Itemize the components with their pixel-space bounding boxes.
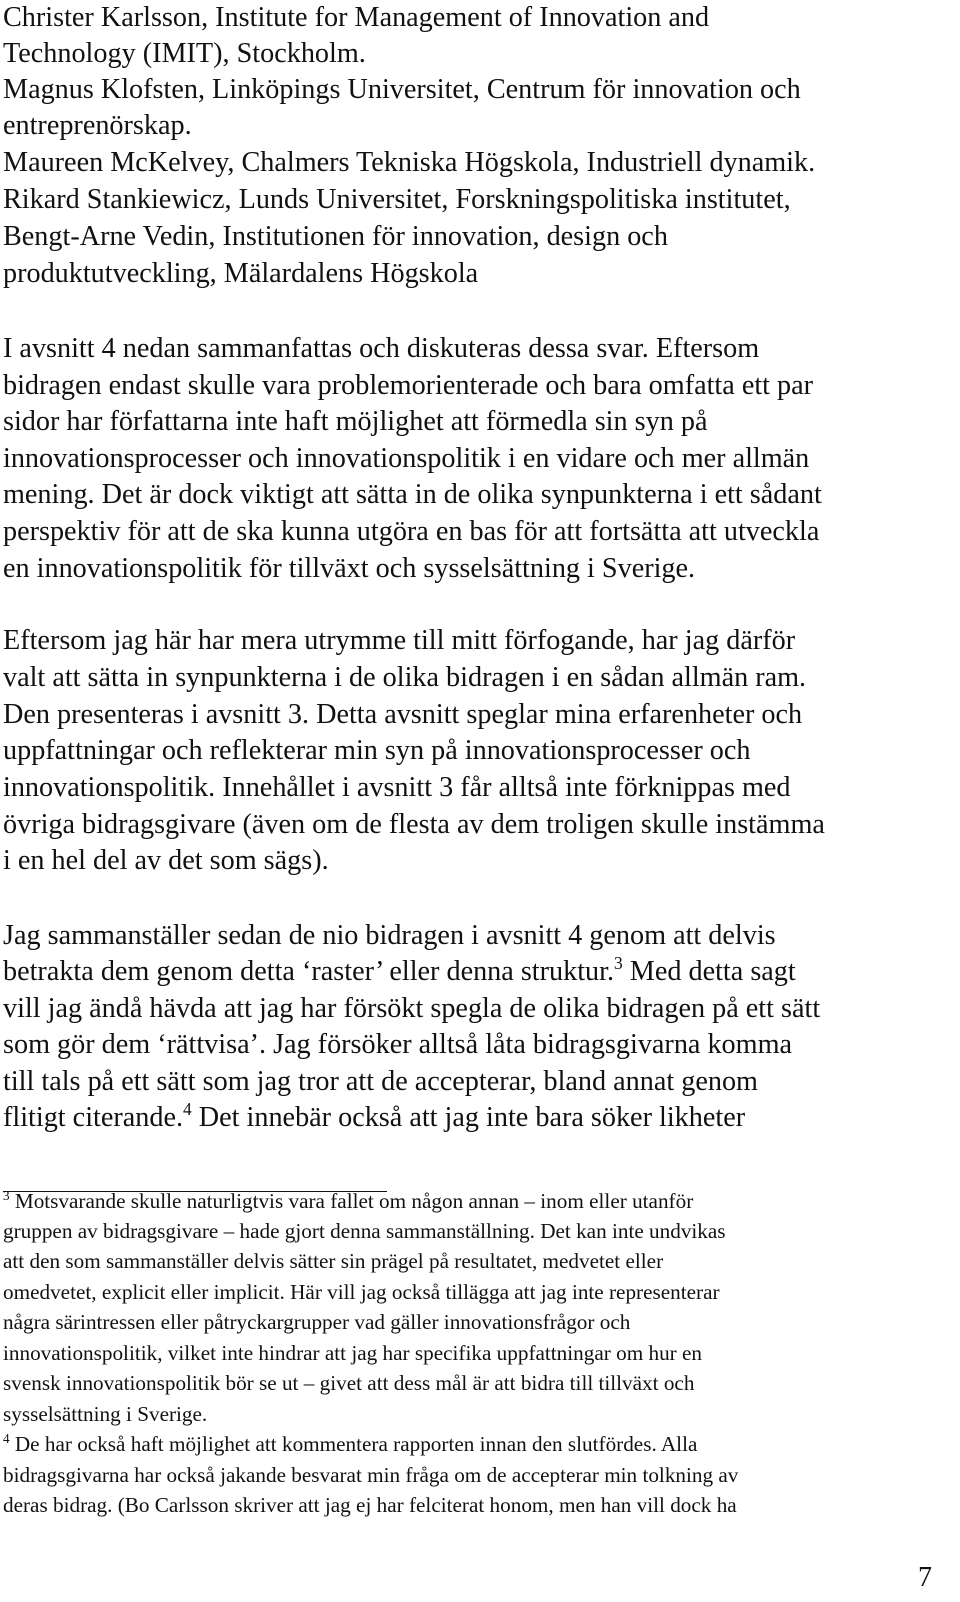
text-line: Jag sammanställer sedan de nio bidragen i avsnitt 4 genom att delvis [3,920,776,951]
footnote-ref[interactable]: 3 [614,953,623,974]
text-span: flitigt citerande. [3,1102,184,1133]
text-line: perspektiv för att de ska kunna utgöra en bas för att fortsätta att utveckla [3,516,820,547]
text-line: I avsnitt 4 nedan sammanfattas och diskuteras dessa svar. Eftersom [3,333,760,364]
text-line: som gör dem ‘rättvisa’. Jag försöker alltså låta bidragsgivarna komma [3,1029,793,1060]
footnote-line: deras bidrag. (Bo Carlsson skriver att jag ej har felciterat honom, men han vill dock ha [3,1493,737,1517]
text-line: i en hel del av det som sägs). [3,845,329,876]
footnote-line: innovationspolitik, vilket inte hindrar att jag har specifika uppfattningar om hur en [3,1341,703,1365]
text-line: sidor har författarna inte haft möjlighet att förmedla sin syn på [3,406,708,437]
text-span: Med detta sagt [622,956,796,987]
text-line: Christer Karlsson, Institute for Management of Innovation and [3,2,710,33]
footnote-marker: 4 [3,1430,10,1446]
text-span: Motsvarande skulle naturligtvis vara fallet om någon annan – inom eller utanför [9,1189,694,1213]
text-line: uppfattningar och reflekterar min syn på innovationsprocesser och [3,735,751,766]
text-line: produktutveckling, Mälardalens Högskola [3,258,479,289]
text-line: entreprenörskap. [3,110,192,141]
text-line: innovationsprocesser och innovationspolitik i en vidare och mer allmän [3,443,810,474]
text-line: Rikard Stankiewicz, Lunds Universitet, Forskningspolitiska institutet, [3,184,791,215]
footnote-line: svensk innovationspolitik bör se ut – givet att dess mål är att bidra till tillväxt och [3,1371,695,1395]
footnote-ref[interactable]: 4 [183,1099,192,1120]
text-line: Magnus Klofsten, Linköpings Universitet, Centrum för innovation och [3,74,801,105]
footnote-line: omedvetet, explicit eller implicit. Här vill jag också tillägga att jag inte representerar [3,1280,720,1304]
text-line: innovationspolitik. Innehållet i avsnitt 3 får alltså inte förknippas med [3,772,791,803]
text-line: övriga bidragsgivare (även om de flesta av dem troligen skulle instämma [3,809,825,840]
text-line: Maureen McKelvey, Chalmers Tekniska Högskola, Industriell dynamik. [3,147,816,178]
text-line: Bengt-Arne Vedin, Institutionen för innovation, design och [3,221,668,252]
text-line: till tals på ett sätt som jag tror att de accepterar, bland annat genom [3,1066,758,1097]
footnote-line: några särintressen eller påtryckargrupper vad gäller innovationsfrågor och [3,1310,631,1334]
footnote-marker: 3 [3,1187,10,1203]
text-line: mening. Det är dock viktigt att sätta in de olika synpunkterna i ett sådant [3,479,822,510]
text-line: Den presenteras i avsnitt 3. Detta avsnitt speglar mina erfarenheter och [3,699,803,730]
text-span: De har också haft möjlighet att kommentera rapporten innan den slutfördes. Alla [9,1432,698,1456]
footnote-line: bidragsgivarna har också jakande besvarat min fråga om de accepterar min tolkning av [3,1463,739,1487]
footnote-line: gruppen av bidragsgivare – hade gjort denna sammanställning. Det kan inte undvikas [3,1219,726,1243]
text-line: bidragen endast skulle vara problemorienterade och bara omfatta ett par [3,370,814,401]
page-number: 7 [918,1562,932,1593]
footnote-line [3,1186,693,1219]
text-line: en innovationspolitik för tillväxt och sysselsättning i Sverige. [3,553,696,584]
text-line: Eftersom jag här har mera utrymme till mitt förfogande, har jag därför [3,625,796,656]
footnote-line: att den som sammanställer delvis sätter sin prägel på resultatet, medvetet eller [3,1249,664,1273]
footnote-line: sysselsättning i Sverige. [3,1402,208,1426]
text-span: betrakta dem genom detta ‘raster’ eller denna struktur. [3,956,614,987]
text-line-with-footnote-ref [3,1100,745,1138]
text-span: Det innebär också att jag inte bara söker likheter [191,1102,746,1133]
text-line: Technology (IMIT), Stockholm. [3,38,366,69]
text-line: valt att sätta in synpunkterna i de olika bidragen i en sådan allmän ram. [3,662,807,693]
text-line-with-footnote-ref [3,954,796,992]
text-line: vill jag ändå hävda att jag har försökt spegla de olika bidragen på ett sätt [3,993,821,1024]
footnote-line [3,1429,697,1462]
